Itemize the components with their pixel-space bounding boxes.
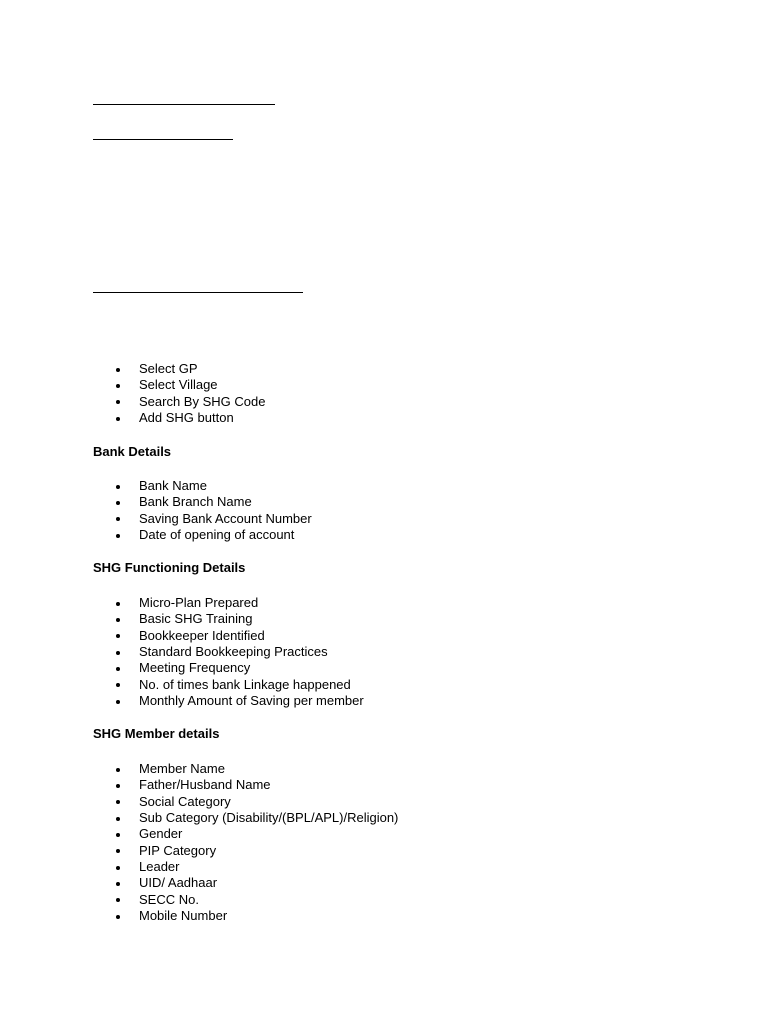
list-item-label: Meeting Frequency: [139, 660, 251, 676]
list-item: [93, 377, 265, 393]
bullet-icon: [116, 817, 120, 821]
list-item-label: Sub Category (Disability/(BPL/APL)/Religion): [139, 810, 399, 826]
bank-details-heading: Bank Details: [93, 444, 172, 459]
underline-rule: [93, 104, 275, 105]
list-item: [93, 777, 398, 793]
list-item: [93, 875, 398, 891]
bullet-icon: [116, 485, 120, 489]
list-item: [93, 410, 265, 426]
list-item: [93, 494, 312, 510]
underline-rule: [93, 139, 233, 140]
list-item: [93, 761, 398, 777]
list-item: [93, 826, 398, 842]
bullet-icon: [116, 618, 120, 622]
list-item-label: Leader: [139, 859, 180, 875]
list-item: [93, 843, 398, 859]
member-details-heading: SHG Member details: [93, 726, 220, 741]
list-item: [93, 810, 398, 826]
list-item: [93, 892, 398, 908]
bullet-icon: [116, 417, 120, 421]
list-item-label: Date of opening of account: [139, 527, 295, 543]
underline-rule: [93, 292, 303, 293]
bullet-icon: [116, 517, 120, 521]
member-details-list: [93, 761, 398, 924]
bullet-icon: [116, 400, 120, 404]
functioning-details-list: [93, 595, 364, 709]
list-item-label: Father/Husband Name: [139, 777, 271, 793]
list-item-label: Bank Branch Name: [139, 494, 252, 510]
list-item-label: No. of times bank Linkage happened: [139, 676, 351, 692]
list-item: [93, 693, 364, 709]
list-item: [93, 478, 312, 494]
list-item-label: Add SHG button: [139, 410, 234, 426]
list-item: [93, 660, 364, 676]
functioning-details-heading: SHG Functioning Details: [93, 560, 246, 575]
bank-details-list: [93, 478, 312, 543]
list-item-label: Bank Name: [139, 478, 207, 493]
list-item-label: SECC No.: [139, 891, 199, 907]
list-item-label: Member Name: [139, 761, 225, 776]
list-item-label: Standard Bookkeeping Practices: [139, 644, 328, 660]
bullet-icon: [116, 700, 120, 704]
list-item-label: Bookkeeper Identified: [139, 627, 265, 643]
list-item-label: Social Category: [139, 793, 231, 809]
list-item: [93, 595, 364, 611]
list-item-label: Mobile Number: [139, 908, 228, 924]
list-item: [93, 908, 398, 924]
list-item-label: Micro-Plan Prepared: [139, 595, 259, 610]
bullet-icon: [116, 784, 120, 788]
bullet-icon: [116, 849, 120, 853]
bullet-icon: [116, 833, 120, 837]
bullet-icon: [116, 882, 120, 886]
list-item-label: Search By SHG Code: [139, 393, 266, 409]
list-item-label: UID/ Aadhaar: [139, 875, 218, 891]
list-item: [93, 511, 312, 527]
navigation-list: [93, 361, 265, 426]
list-item-label: Saving Bank Account Number: [139, 510, 312, 526]
bullet-icon: [116, 651, 120, 655]
list-item-label: Select GP: [139, 361, 198, 376]
bullet-icon: [116, 384, 120, 388]
list-item: [93, 361, 265, 377]
list-item: [93, 677, 364, 693]
list-item-label: Gender: [139, 826, 183, 842]
list-item-label: Select Village: [139, 377, 218, 393]
bullet-icon: [116, 898, 120, 902]
bullet-icon: [116, 866, 120, 870]
bullet-icon: [116, 667, 120, 671]
list-item: [93, 394, 265, 410]
bullet-icon: [116, 768, 120, 772]
list-item: [93, 644, 364, 660]
bullet-icon: [116, 634, 120, 638]
list-item: [93, 859, 398, 875]
bullet-icon: [116, 501, 120, 505]
list-item: [93, 611, 364, 627]
bullet-icon: [116, 368, 120, 372]
list-item: [93, 628, 364, 644]
list-item-label: Basic SHG Training: [139, 611, 253, 627]
list-item-label: PIP Category: [139, 842, 217, 858]
list-item: [93, 794, 398, 810]
bullet-icon: [116, 683, 120, 687]
bullet-icon: [116, 800, 120, 804]
list-item: [93, 527, 312, 543]
list-item-label: Monthly Amount of Saving per member: [139, 693, 364, 709]
bullet-icon: [116, 602, 120, 606]
bullet-icon: [116, 534, 120, 538]
bullet-icon: [116, 915, 120, 919]
